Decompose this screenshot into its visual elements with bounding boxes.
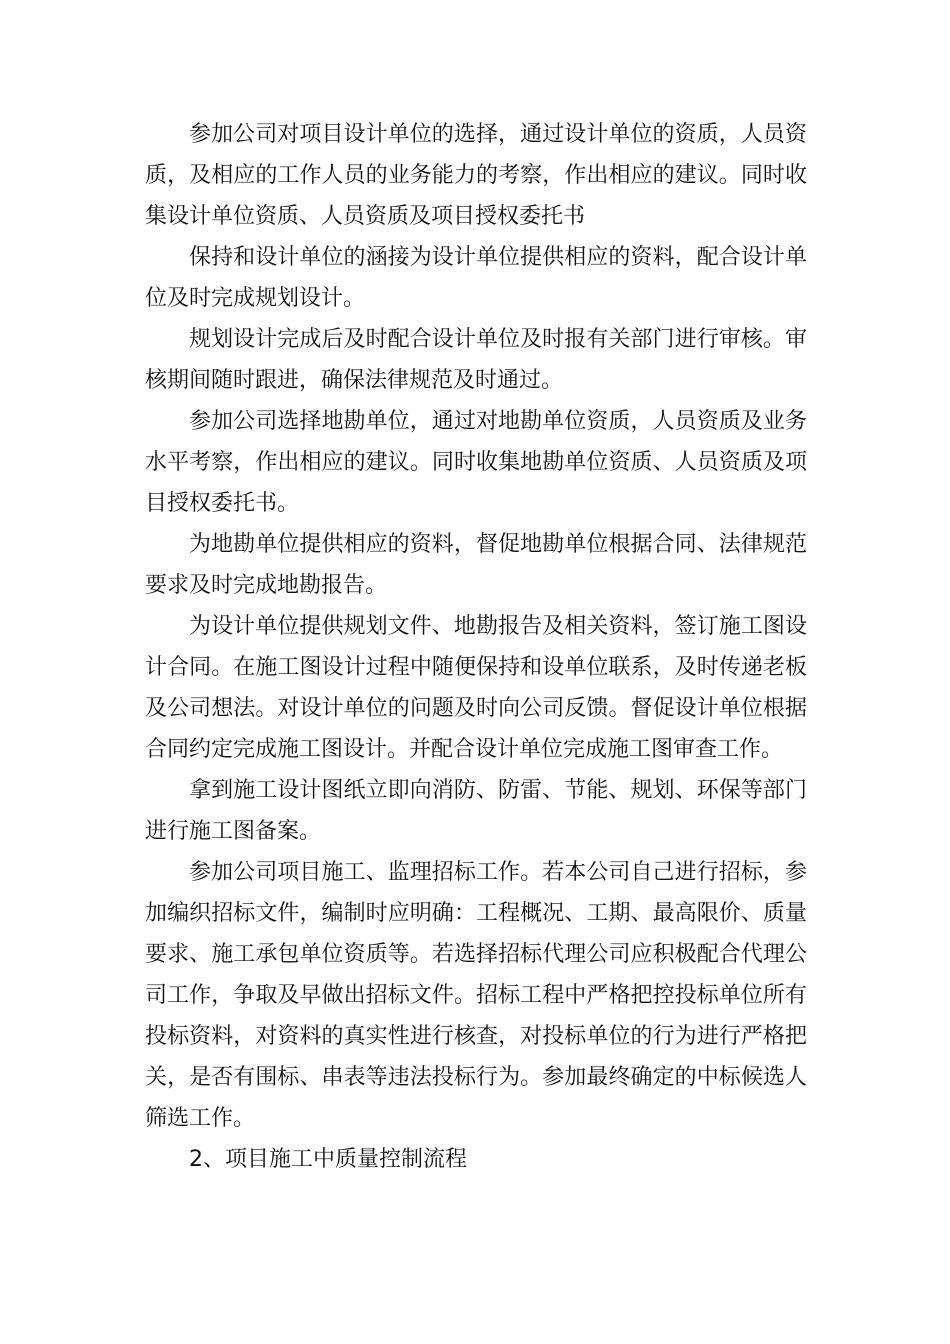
paragraph-construction-drawing-design: 为设计单位提供规划文件、地勘报告及相关资料，签订施工图设计合同。在施工图设计过程中随便保持和设单位联系，及时传递老板及公司想法。对设计单位的问题及时向公司反馈。督促设计单位根据合同约定完成施工图设计。并配合设计单位完成施工图审查工作。 (145, 614, 807, 762)
paragraph-planning-review: 规划设计完成后及时配合设计单位及时报有关部门进行审核。审核期间随时跟进，确保法律规范及时通过。 (145, 327, 807, 393)
paragraph-survey-report: 为地勘单位提供相应的资料，督促地勘单位根据合同、法律规范要求及时完成地勘报告。 (145, 532, 807, 598)
section-heading: 2、项目施工中质量控制流程 (189, 1147, 467, 1172)
paragraph-survey-unit-selection: 参加公司选择地勘单位，通过对地勘单位资质，人员资质及业务水平考察，作出相应的建议。同时收集地勘单位资质、人员资质及项目授权委托书。 (145, 409, 807, 516)
document-body (145, 114, 807, 1180)
paragraph-bidding-work: 参加公司项目施工、监理招标工作。若本公司自己进行招标，参加编织招标文件，编制时应明确：工程概况、工期、最高限价、质量要求、施工承包单位资质等。若选择招标代理公司应积极配合代理公司工作，争取及早做出招标文件。招标工程中严格把控投标单位所有投标资料，对资料的真实性进行核查，对投标单位的行为进行严格把关，是否有围标、串表等违法投标行为。参加最终确定的中标候选人筛选工作。 (145, 860, 807, 1131)
paragraph-drawing-filing: 拿到施工设计图纸立即向消防、防雷、节能、规划、环保等部门进行施工图备案。 (145, 778, 807, 844)
paragraph-design-unit-selection: 参加公司对项目设计单位的选择，通过设计单位的资质，人员资质，及相应的工作人员的业务能力的考察，作出相应的建议。同时收集设计单位资质、人员资质及项目授权委托书 (145, 122, 807, 229)
paragraph-design-unit-liaison: 保持和设计单位的涵接为设计单位提供相应的资料，配合设计单位及时完成规划设计。 (145, 245, 807, 311)
